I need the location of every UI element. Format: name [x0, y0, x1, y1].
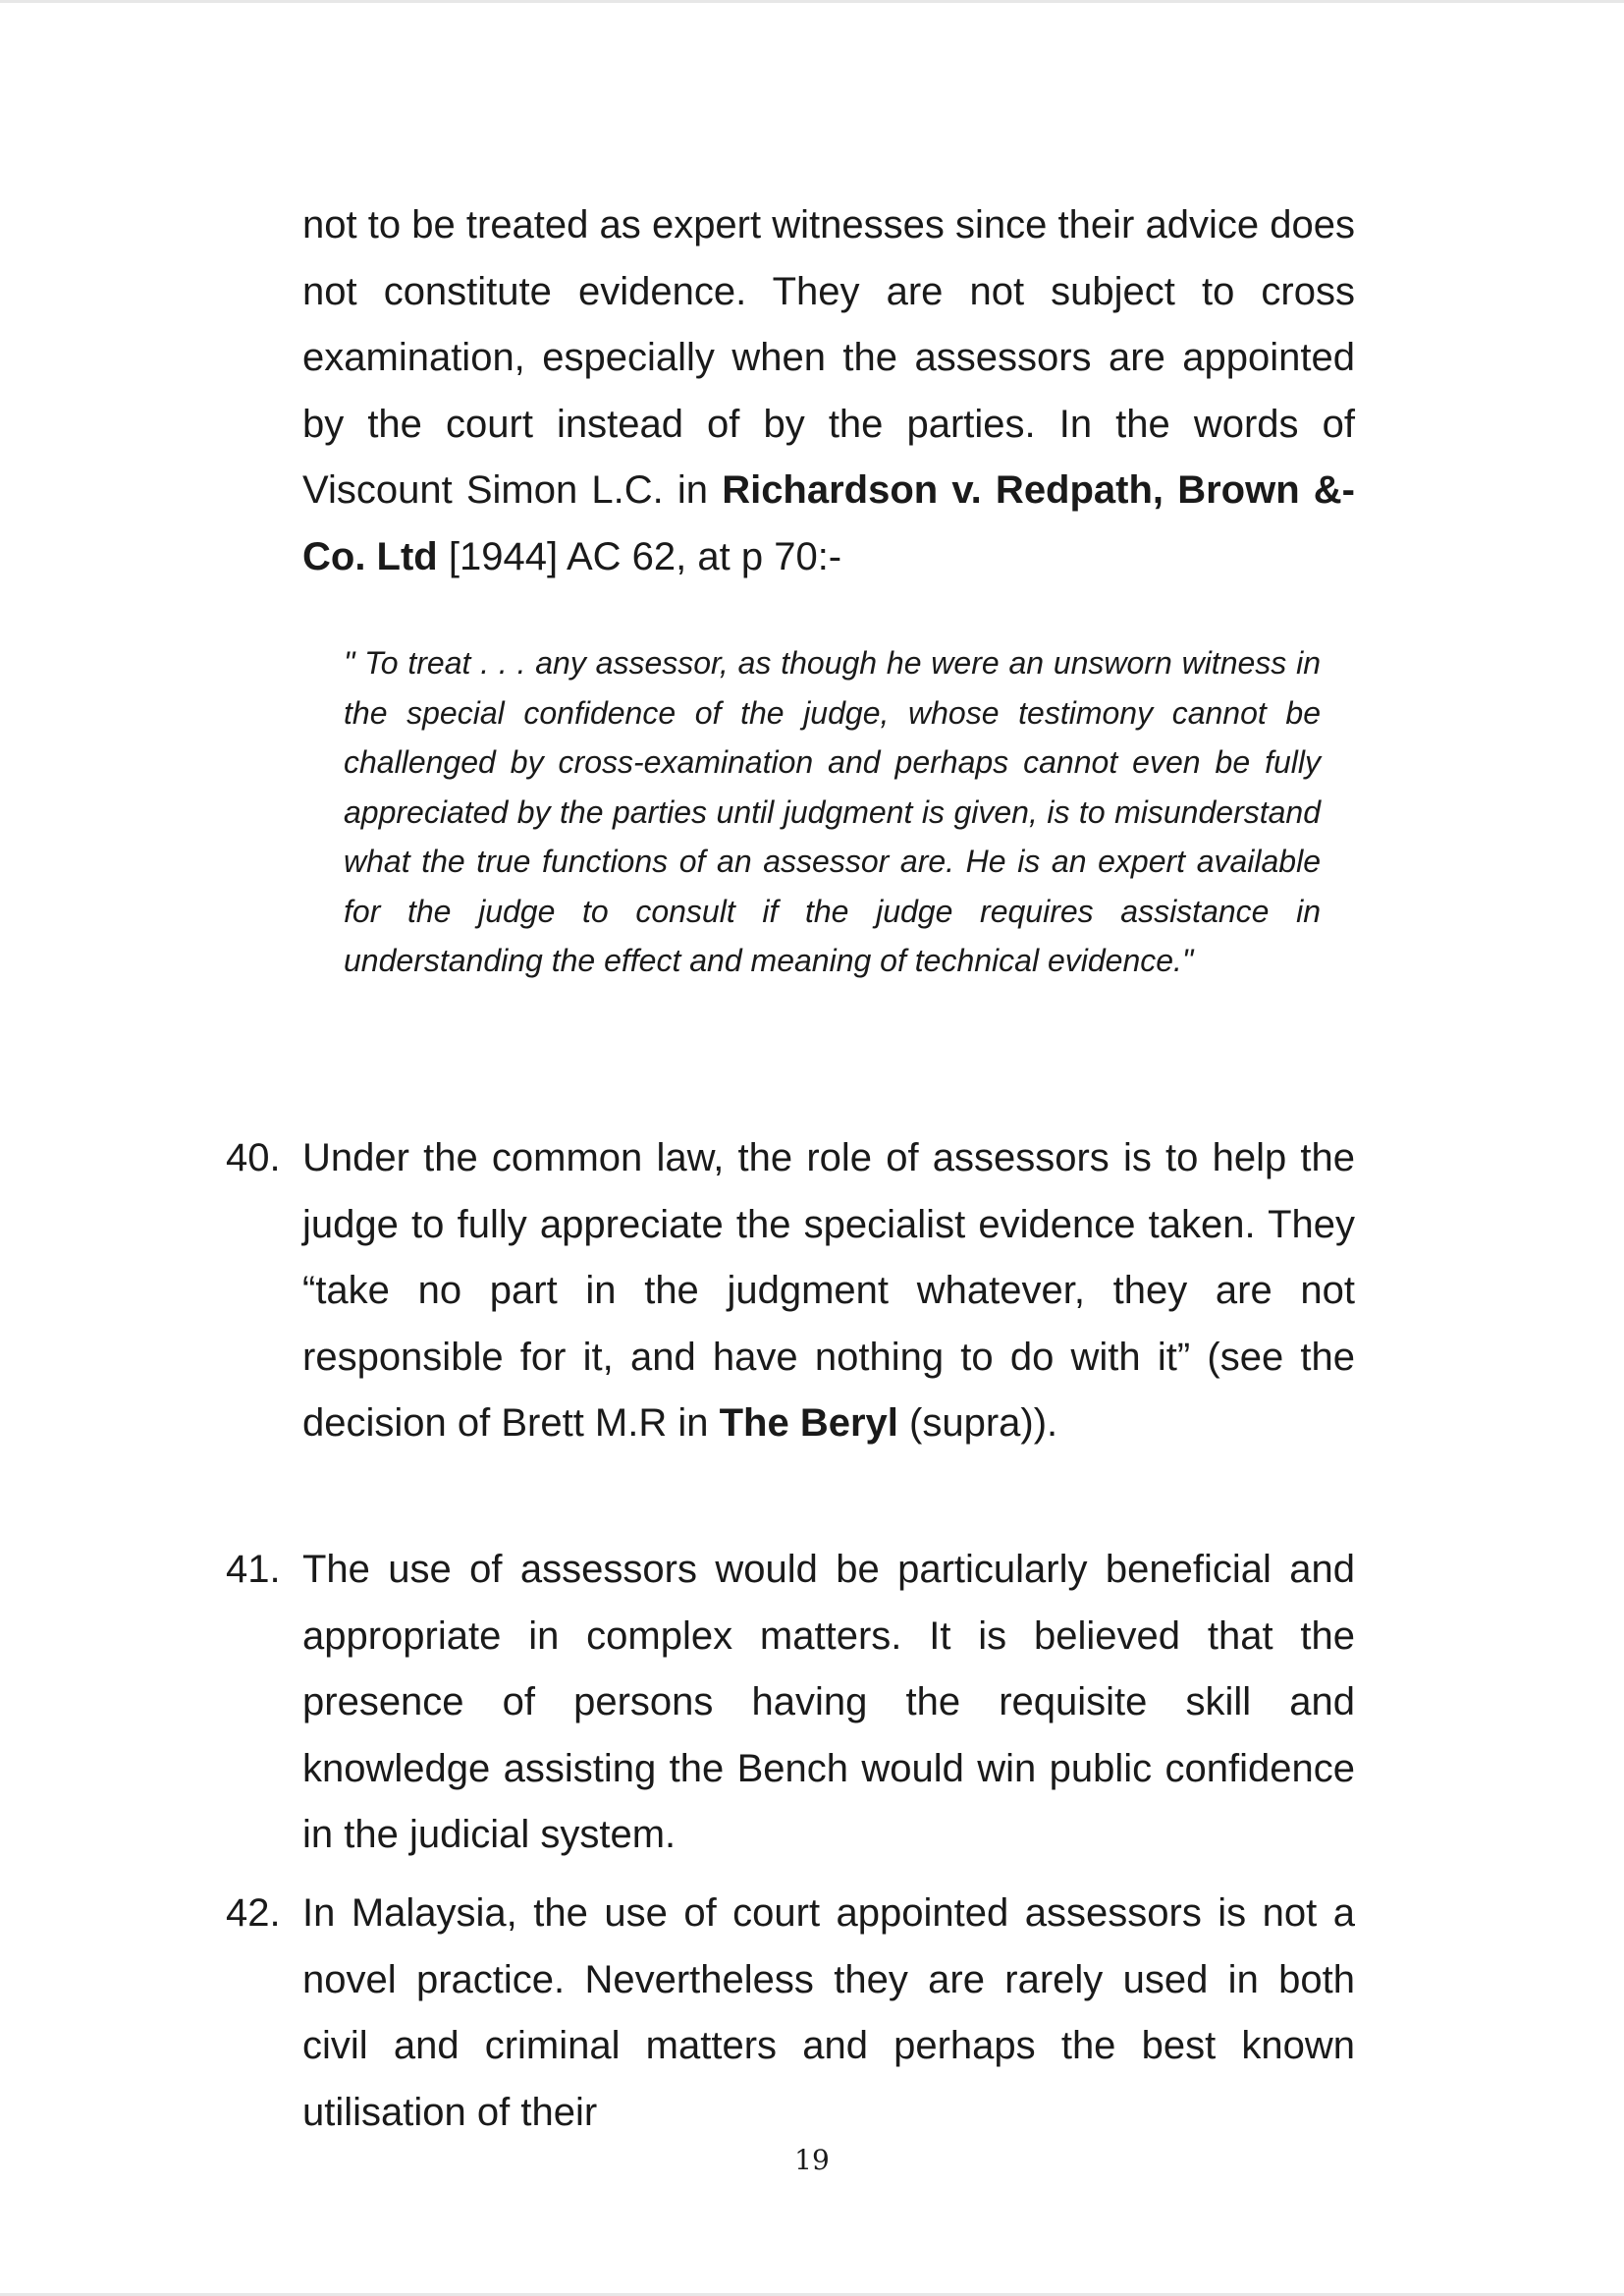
continuation-paragraph — [302, 192, 1355, 590]
paragraph-number: 40. — [226, 1136, 281, 1179]
paragraph-text — [302, 1125, 1355, 1457]
case-citation-richardson: Richardson v. Redpath, Brown &- Co. Ltd — [302, 468, 1355, 578]
paragraph-number: 42. — [226, 1891, 281, 1935]
paragraph-text: The use of assessors would be particularly beneficial and appropriate in complex matters. It is believed that the presence of persons having the requisite skill and knowledge assisting the Bench would win public confidence in the judicial system. — [302, 1548, 1355, 1856]
scan-top-edge — [0, 0, 1624, 3]
paragraph-40-text-2: (supra)). — [897, 1401, 1058, 1445]
paragraph-text: In Malaysia, the use of court appointed assessors is not a novel practice. Nevertheless they are rarely used in both civil and criminal matters and perhaps the best known utilisation of their — [302, 1891, 1355, 2134]
paragraph-number: 41. — [226, 1548, 281, 1591]
continuation-text-2: [1944] AC 62, at p 70:- — [437, 534, 842, 578]
block-quote: " To treat . . . any assessor, as though he were an unsworn witness in the special confidence of the judge, whose testimony cannot be challenged by cross-examination and perhaps cannot even be fully appreciated by the parties until judgment is given, is to misunderstand what the true functions of an assessor are. He is an expert available for the judge to consult if the judge requires assistance in understanding the effect and meaning of technical evidence." — [344, 645, 1321, 978]
paragraph-40-text-1: Under the common law, the role of assessors is to help the judge to fully appreciate the specialist evidence taken. They “take no part in the judgment whatever, they are not responsible for it, and have nothing to do with it” (see the decision of Brett M.R in — [302, 1136, 1355, 1445]
case-citation-beryl: The Beryl — [719, 1401, 898, 1445]
continuation-text-1: not to be treated as expert witnesses since their advice does not constitute evidence. They are not subject to cross examination, especially when the assessors are appointed by the court instead of by the parties. In the words of Viscount Simon L.C. in — [302, 203, 1355, 512]
page-number: 19 — [794, 2144, 830, 2176]
